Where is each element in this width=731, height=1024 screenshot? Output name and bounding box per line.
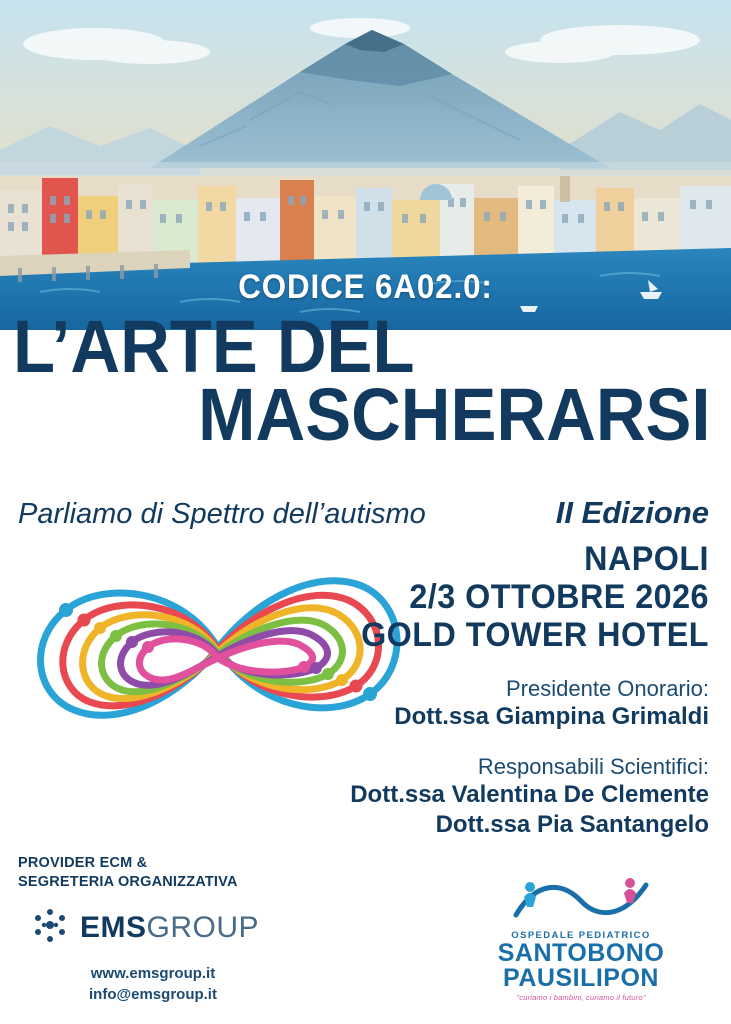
- provider-label-line-1: PROVIDER ECM &: [18, 854, 148, 871]
- ems-wordmark-bold: EMS: [80, 911, 147, 944]
- provider-label-line-2: SEGRETERIA ORGANIZZATIVA: [18, 873, 238, 890]
- scientific-lead-1: Dott.ssa Valentina De Clemente: [350, 781, 709, 809]
- event-details: [279, 540, 709, 840]
- hospital-name-line-2: PAUSILIPON: [503, 963, 659, 992]
- event-code: CODICE 6A02.0:: [238, 268, 493, 306]
- title-line-1: L’ARTE DEL: [13, 305, 415, 388]
- ems-wordmark: [80, 911, 259, 945]
- scientific-lead-2: Dott.ssa Pia Santangelo: [435, 811, 709, 839]
- event-venue: GOLD TOWER HOTEL: [361, 616, 709, 655]
- hospital-subtitle: OSPEDALE PEDIATRICO: [511, 930, 651, 941]
- contact-block: [18, 963, 288, 1007]
- provider-website[interactable]: www.emsgroup.it: [90, 964, 216, 982]
- honorary-president-name: Dott.ssa Giampina Grimaldi: [394, 703, 709, 731]
- event-edition: II Edizione: [555, 495, 709, 530]
- page-title: [0, 305, 731, 457]
- event-dates: 2/3 OTTOBRE 2026: [409, 578, 709, 617]
- provider-block: [18, 854, 318, 1006]
- event-subtitle: Parliamo di Spettro dell’autismo: [18, 498, 426, 530]
- honorary-president-label: Presidente Onorario:: [506, 676, 709, 702]
- hospital-mark-icon: [506, 910, 656, 927]
- scientific-leads-label: Responsabili Scientifici:: [477, 754, 709, 780]
- hospital-tagline: "curiamo i bambini, curiamo il futuro": [516, 993, 646, 1002]
- title-line-2: MASCHERARSI: [198, 373, 711, 457]
- title-block: [0, 268, 731, 457]
- provider-email[interactable]: info@emsgroup.it: [89, 986, 217, 1004]
- hospital-logo: [461, 875, 701, 1002]
- subtitle-row: [0, 495, 731, 531]
- ems-mark-icon: [30, 906, 70, 951]
- ems-wordmark-light: GROUP: [146, 911, 260, 944]
- ems-logo: [30, 906, 318, 951]
- hospital-name-line-1: SANTOBONO: [497, 939, 665, 967]
- event-city: NAPOLI: [584, 540, 709, 578]
